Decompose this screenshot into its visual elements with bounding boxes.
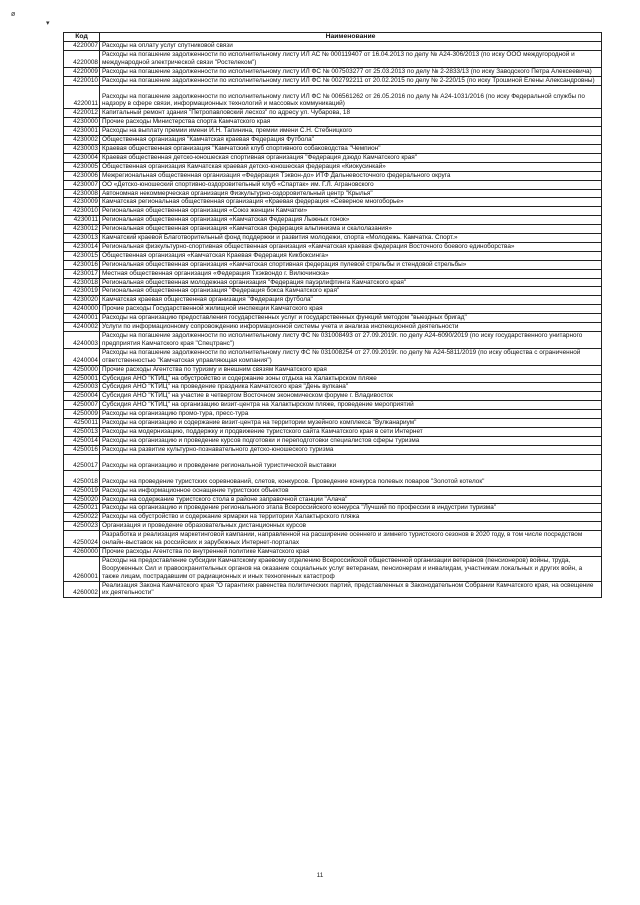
- row-code: 4230002: [64, 136, 100, 145]
- row-name: Расходы на погашение задолженности по исполнительному листу ИЛ ФС № 006561262 от 26.05.2016 по делу № А24-1031/2016 (по иску Федеральной службы по надзору в сфере связи, информационных технологий и массовых коммуникаций): [100, 85, 602, 109]
- row-code: 4230018: [64, 278, 100, 287]
- table-row: [64, 109, 602, 118]
- table-row: [64, 581, 602, 598]
- row-name: Расходы на обустройство и содержание ярмарки на территории Халактырского пляжа: [100, 513, 602, 522]
- row-code: 4250004: [64, 392, 100, 401]
- row-name: Расходы на организацию и содержание визит-центра на территории музейного комплекса "Вулканариум": [100, 419, 602, 428]
- table-row: [64, 323, 602, 332]
- table-row: [64, 50, 602, 67]
- row-name: Расходы на погашение задолженности по исполнительному листу ФС № 031008254 от 27.09.2019г. по делу № А24-5811/2019 (по иску общества с ограниченной ответственностью "Камчатская управляющая компания"): [100, 348, 602, 365]
- row-name: Краевая общественная детско-юношеская спортивная организация "Федерация дзюдо Камчатского края": [100, 153, 602, 162]
- table-row: [64, 225, 602, 234]
- row-name: Камчатская краевая общественная организация "Федерация футбола": [100, 296, 602, 305]
- row-code: 4250016: [64, 445, 100, 454]
- row-name: Субсидия АНО "КТИЦ" на проведение праздника Камчатского края "День вулкана": [100, 383, 602, 392]
- table-row: [64, 486, 602, 495]
- row-code: 4240001: [64, 314, 100, 323]
- row-code: 4250000: [64, 365, 100, 374]
- table-row: [64, 513, 602, 522]
- table-row: [64, 269, 602, 278]
- row-code: 4230020: [64, 296, 100, 305]
- row-code: 4230003: [64, 144, 100, 153]
- table-row: [64, 504, 602, 513]
- row-name: Региональная общественная организация «Камчатская Федерация Лыжных гонок»: [100, 216, 602, 225]
- budget-codes-table: [63, 32, 602, 598]
- row-name: Реализация Закона Камчатского края "О гарантиях равенства политических партий, представленных в Законодательном Собрании Камчатского края, на освещение их деятельности": [100, 581, 602, 598]
- table-body: [64, 42, 602, 598]
- row-name: Камчатский краевой Благотворительный фонд поддержки и развития молодежи, спорта «Молодежь. Камчатка. Спорт.»: [100, 234, 602, 243]
- row-code: 4250013: [64, 427, 100, 436]
- table-row: [64, 410, 602, 419]
- scan-mark: ø: [11, 11, 16, 18]
- row-code: 4250019: [64, 486, 100, 495]
- row-code: 4250017: [64, 454, 100, 470]
- row-name: Субсидия АНО "КТИЦ" на участие в четвертом Восточном экономическом форуме г. Владивосток: [100, 392, 602, 401]
- row-code: 4230008: [64, 189, 100, 198]
- table-row: [64, 348, 602, 365]
- row-code: 4250023: [64, 522, 100, 531]
- table-row: [64, 522, 602, 531]
- row-name: Расходы на организацию предоставления государственных услуг и государственных функций методом "выездных бригад": [100, 314, 602, 323]
- table-header-row: [64, 33, 602, 42]
- row-name: Расходы на информационное оснащение туристских объектов: [100, 486, 602, 495]
- table-row: [64, 547, 602, 556]
- table-row: [64, 401, 602, 410]
- table-row: [64, 260, 602, 269]
- table-row: [64, 136, 602, 145]
- row-code: 4240004: [64, 348, 100, 365]
- row-code: 4240000: [64, 305, 100, 314]
- row-code: 4230001: [64, 127, 100, 136]
- table-row: [64, 85, 602, 109]
- table-row: [64, 67, 602, 76]
- row-name: Капитальный ремонт здания "Петропавловский лесхоз" по адресу ул. Чубарова, 18: [100, 109, 602, 118]
- row-code: 4250003: [64, 383, 100, 392]
- row-code: 4230017: [64, 269, 100, 278]
- row-code: 4250007: [64, 401, 100, 410]
- row-code: 4230019: [64, 287, 100, 296]
- row-name: Расходы на модернизацию, поддержку и продвижение туристского сайта Камчатского края в сети Интернет: [100, 427, 602, 436]
- row-name: Прочие расходы Государственной жилищной инспекции Камчатского края: [100, 305, 602, 314]
- row-name: Краевая общественная организация "Камчатский клуб спортивного собаководства "Чемпион": [100, 144, 602, 153]
- scan-mark-arrow: ▾: [46, 20, 50, 27]
- table-row: [64, 374, 602, 383]
- row-name: Местная общественная организация «Федерация Тхэквондо г. Вилючинска»: [100, 269, 602, 278]
- row-name: Услуги по информационному сопровождению информационной системы учета и анализа инспекционной деятельности: [100, 323, 602, 332]
- row-name: Субсидия АНО "КТИЦ" на обустройство и содержание зоны отдыха на Халактырском пляже: [100, 374, 602, 383]
- row-code: 4220012: [64, 109, 100, 118]
- row-code: 4230009: [64, 198, 100, 207]
- row-name: Общественная организация «Камчатская Краевая Федерация Кикбоксинга»: [100, 251, 602, 260]
- row-name: Прочие расходы Агентства по внутренней политике Камчатского края: [100, 547, 602, 556]
- row-code: 4250024: [64, 531, 100, 548]
- row-name: Расходы на выплату премии имени И.Н. Тапинина, премии имени С.Н. Стебницкого: [100, 127, 602, 136]
- page-number: 11: [316, 872, 324, 879]
- row-code: 4220011: [64, 85, 100, 109]
- row-name: Региональная общественная организация "Федерация бокса Камчатского края": [100, 287, 602, 296]
- row-code: 4220007: [64, 42, 100, 51]
- row-name: Расходы на погашение задолженности по исполнительному листу ИЛ АС № 000119407 от 16.04.2013 по делу № А24-306/2013 (по иску ООО междугородной и международной электрической связи "Ростелеком"): [100, 50, 602, 67]
- table-row: [64, 392, 602, 401]
- header-name: Наименование: [100, 33, 602, 42]
- table-row: [64, 445, 602, 454]
- table-row: [64, 383, 602, 392]
- row-name: Организация и проведение образовательных дистанционных курсов: [100, 522, 602, 531]
- row-name: Региональная общественная молодежная организация "Федерация пауэрлифтинга Камчатского края": [100, 278, 602, 287]
- row-code: 4230014: [64, 242, 100, 251]
- table-row: [64, 153, 602, 162]
- row-code: 4260001: [64, 556, 100, 581]
- row-name: Расходы на проведение туристских соревнований, слетов, конкурсов. Проведение конкурса полевых поваров "Золотой котелок": [100, 470, 602, 486]
- row-name: Расходы на содержание туристского стола в районе заправочной станции "Алача": [100, 495, 602, 504]
- row-name: Расходы на организацию и проведение курсов подготовки и переподготовки специалистов сферы туризма: [100, 436, 602, 445]
- table-row: [64, 419, 602, 428]
- header-code: Код: [64, 33, 100, 42]
- row-code: 4260002: [64, 581, 100, 598]
- table-row: [64, 305, 602, 314]
- row-name: Расходы на погашение задолженности по исполнительному листу ИЛ ФС № 007503277 от 25.03.2013 по делу № 2-2833/13 (по иску Заводского Петра Алексеевича): [100, 67, 602, 76]
- row-code: 4250009: [64, 410, 100, 419]
- table-row: [64, 76, 602, 85]
- row-code: 4220008: [64, 50, 100, 67]
- table-row: [64, 531, 602, 548]
- table-row: [64, 127, 602, 136]
- row-name: Региональная физкультурно-спортивная общественная организация «Камчатская краевая федерация Восточного боевого единоборства»: [100, 242, 602, 251]
- row-name: Камчатская региональная общественная организация «Краевая федерация «Северное многоборье»: [100, 198, 602, 207]
- row-name: Расходы на оплату услуг спутниковой связи: [100, 42, 602, 51]
- row-code: 4240003: [64, 332, 100, 349]
- row-name: Общественная организация "Камчатская краевая Федерация Футбола": [100, 136, 602, 145]
- table-row: [64, 332, 602, 349]
- row-name: Расходы на развитие культурно-познавательного детско-юношеского туризма: [100, 445, 602, 454]
- row-code: 4220010: [64, 76, 100, 85]
- row-code: 4230004: [64, 153, 100, 162]
- row-name: Субсидия АНО "КТИЦ" на организацию визит-центра на Халактырском пляже, проведение мероприятий: [100, 401, 602, 410]
- row-code: 4230005: [64, 162, 100, 171]
- row-code: 4260000: [64, 547, 100, 556]
- row-code: 4230013: [64, 234, 100, 243]
- row-code: 4250014: [64, 436, 100, 445]
- row-code: 4230011: [64, 216, 100, 225]
- table-row: [64, 180, 602, 189]
- row-name: Прочие расходы Министерства спорта Камчатского края: [100, 118, 602, 127]
- row-code: 4230000: [64, 118, 100, 127]
- row-code: 4240002: [64, 323, 100, 332]
- row-code: 4230016: [64, 260, 100, 269]
- row-name: Расходы на погашение задолженности по исполнительному листу ФС № 031008493 от 27.09.2019г. по делу А24-6090/2019 (по иску государственного унитарного предприятия Камчатского края "Спецтранс"): [100, 332, 602, 349]
- table-row: [64, 198, 602, 207]
- row-name: Расходы на организацию и проведение региональной туристической выставки: [100, 454, 602, 470]
- table-row: [64, 436, 602, 445]
- row-name: Межрегиональная общественная организация «Федерация Тэквон-до» ИТФ Дальневосточного федерального округа: [100, 171, 602, 180]
- table-row: [64, 216, 602, 225]
- table-row: [64, 314, 602, 323]
- row-name: Региональная общественная организация «Камчатская федерация альпинизма и скалолазания»: [100, 225, 602, 234]
- table-row: [64, 207, 602, 216]
- row-code: 4230006: [64, 171, 100, 180]
- table-row: [64, 427, 602, 436]
- row-name: Расходы на организацию и проведение регионального этапа Всероссийского конкурса "Лучший по профессии в индустрии туризма": [100, 504, 602, 513]
- table-row: [64, 118, 602, 127]
- table-row: [64, 42, 602, 51]
- row-code: 4250001: [64, 374, 100, 383]
- row-name: Региональная общественная организация «Союз женщин Камчатки»: [100, 207, 602, 216]
- table-row: [64, 162, 602, 171]
- row-code: 4230012: [64, 225, 100, 234]
- row-code: 4250011: [64, 419, 100, 428]
- table-row: [64, 278, 602, 287]
- row-name: Прочие расходы Агентства по туризму и внешним связям Камчатского края: [100, 365, 602, 374]
- row-code: 4250018: [64, 470, 100, 486]
- row-code: 4250021: [64, 504, 100, 513]
- row-name: Разработка и реализация маркетинговой кампании, направленной на расширение осеннего и зимнего туристского сезонов в 2020 году, в том числе посредством онлайн-выставок на российских и зарубежных Интернет-порталах: [100, 531, 602, 548]
- row-code: 4230007: [64, 180, 100, 189]
- table-row: [64, 189, 602, 198]
- row-name: Общественная организация Камчатская краевая детско-юношеская федерация «Киокусинкай»: [100, 162, 602, 171]
- table-row: [64, 242, 602, 251]
- row-code: 4250022: [64, 513, 100, 522]
- row-name: Региональная общественная организация «Камчатская спортивная федерация пулевой стрельбы и стендовой стрельбы»: [100, 260, 602, 269]
- table-row: [64, 251, 602, 260]
- table-row: [64, 144, 602, 153]
- table-row: [64, 454, 602, 470]
- table-row: [64, 470, 602, 486]
- row-name: Расходы на организацию промо-тура, пресс-тура: [100, 410, 602, 419]
- row-code: 4230010: [64, 207, 100, 216]
- table-row: [64, 296, 602, 305]
- row-code: 4230015: [64, 251, 100, 260]
- table-row: [64, 234, 602, 243]
- table-row: [64, 287, 602, 296]
- row-name: ОО «Детско-юношеский спортивно-оздоровительный клуб «Спартак» им. Г.Л. Агрaновского: [100, 180, 602, 189]
- row-name: Расходы на предоставление субсидии Камчатскому краевому отделению Всероссийской общественной организации ветеранов (пенсионеров) войны, труда, Вооруженных Сил и правоохранительных органов на оказание социальных услуг ветеранам, пенсионерам и инвалидам, участникам локальных и других войн, а также лицам, пострадавшим от радиационных и иных техногенных катастроф: [100, 556, 602, 581]
- row-name: Автономная некоммерческая организация Физкультурно-оздоровительный центр "Крылья": [100, 189, 602, 198]
- row-code: 4250020: [64, 495, 100, 504]
- table-row: [64, 556, 602, 581]
- table-row: [64, 495, 602, 504]
- row-code: 4220009: [64, 67, 100, 76]
- table-row: [64, 171, 602, 180]
- row-name: Расходы на погашение задолженности по исполнительному листу ИЛ ФС № 002792211 от 20.02.2015 по делу № 2-220/15 (по иску Трошиной Елены Александровны): [100, 76, 602, 85]
- table-row: [64, 365, 602, 374]
